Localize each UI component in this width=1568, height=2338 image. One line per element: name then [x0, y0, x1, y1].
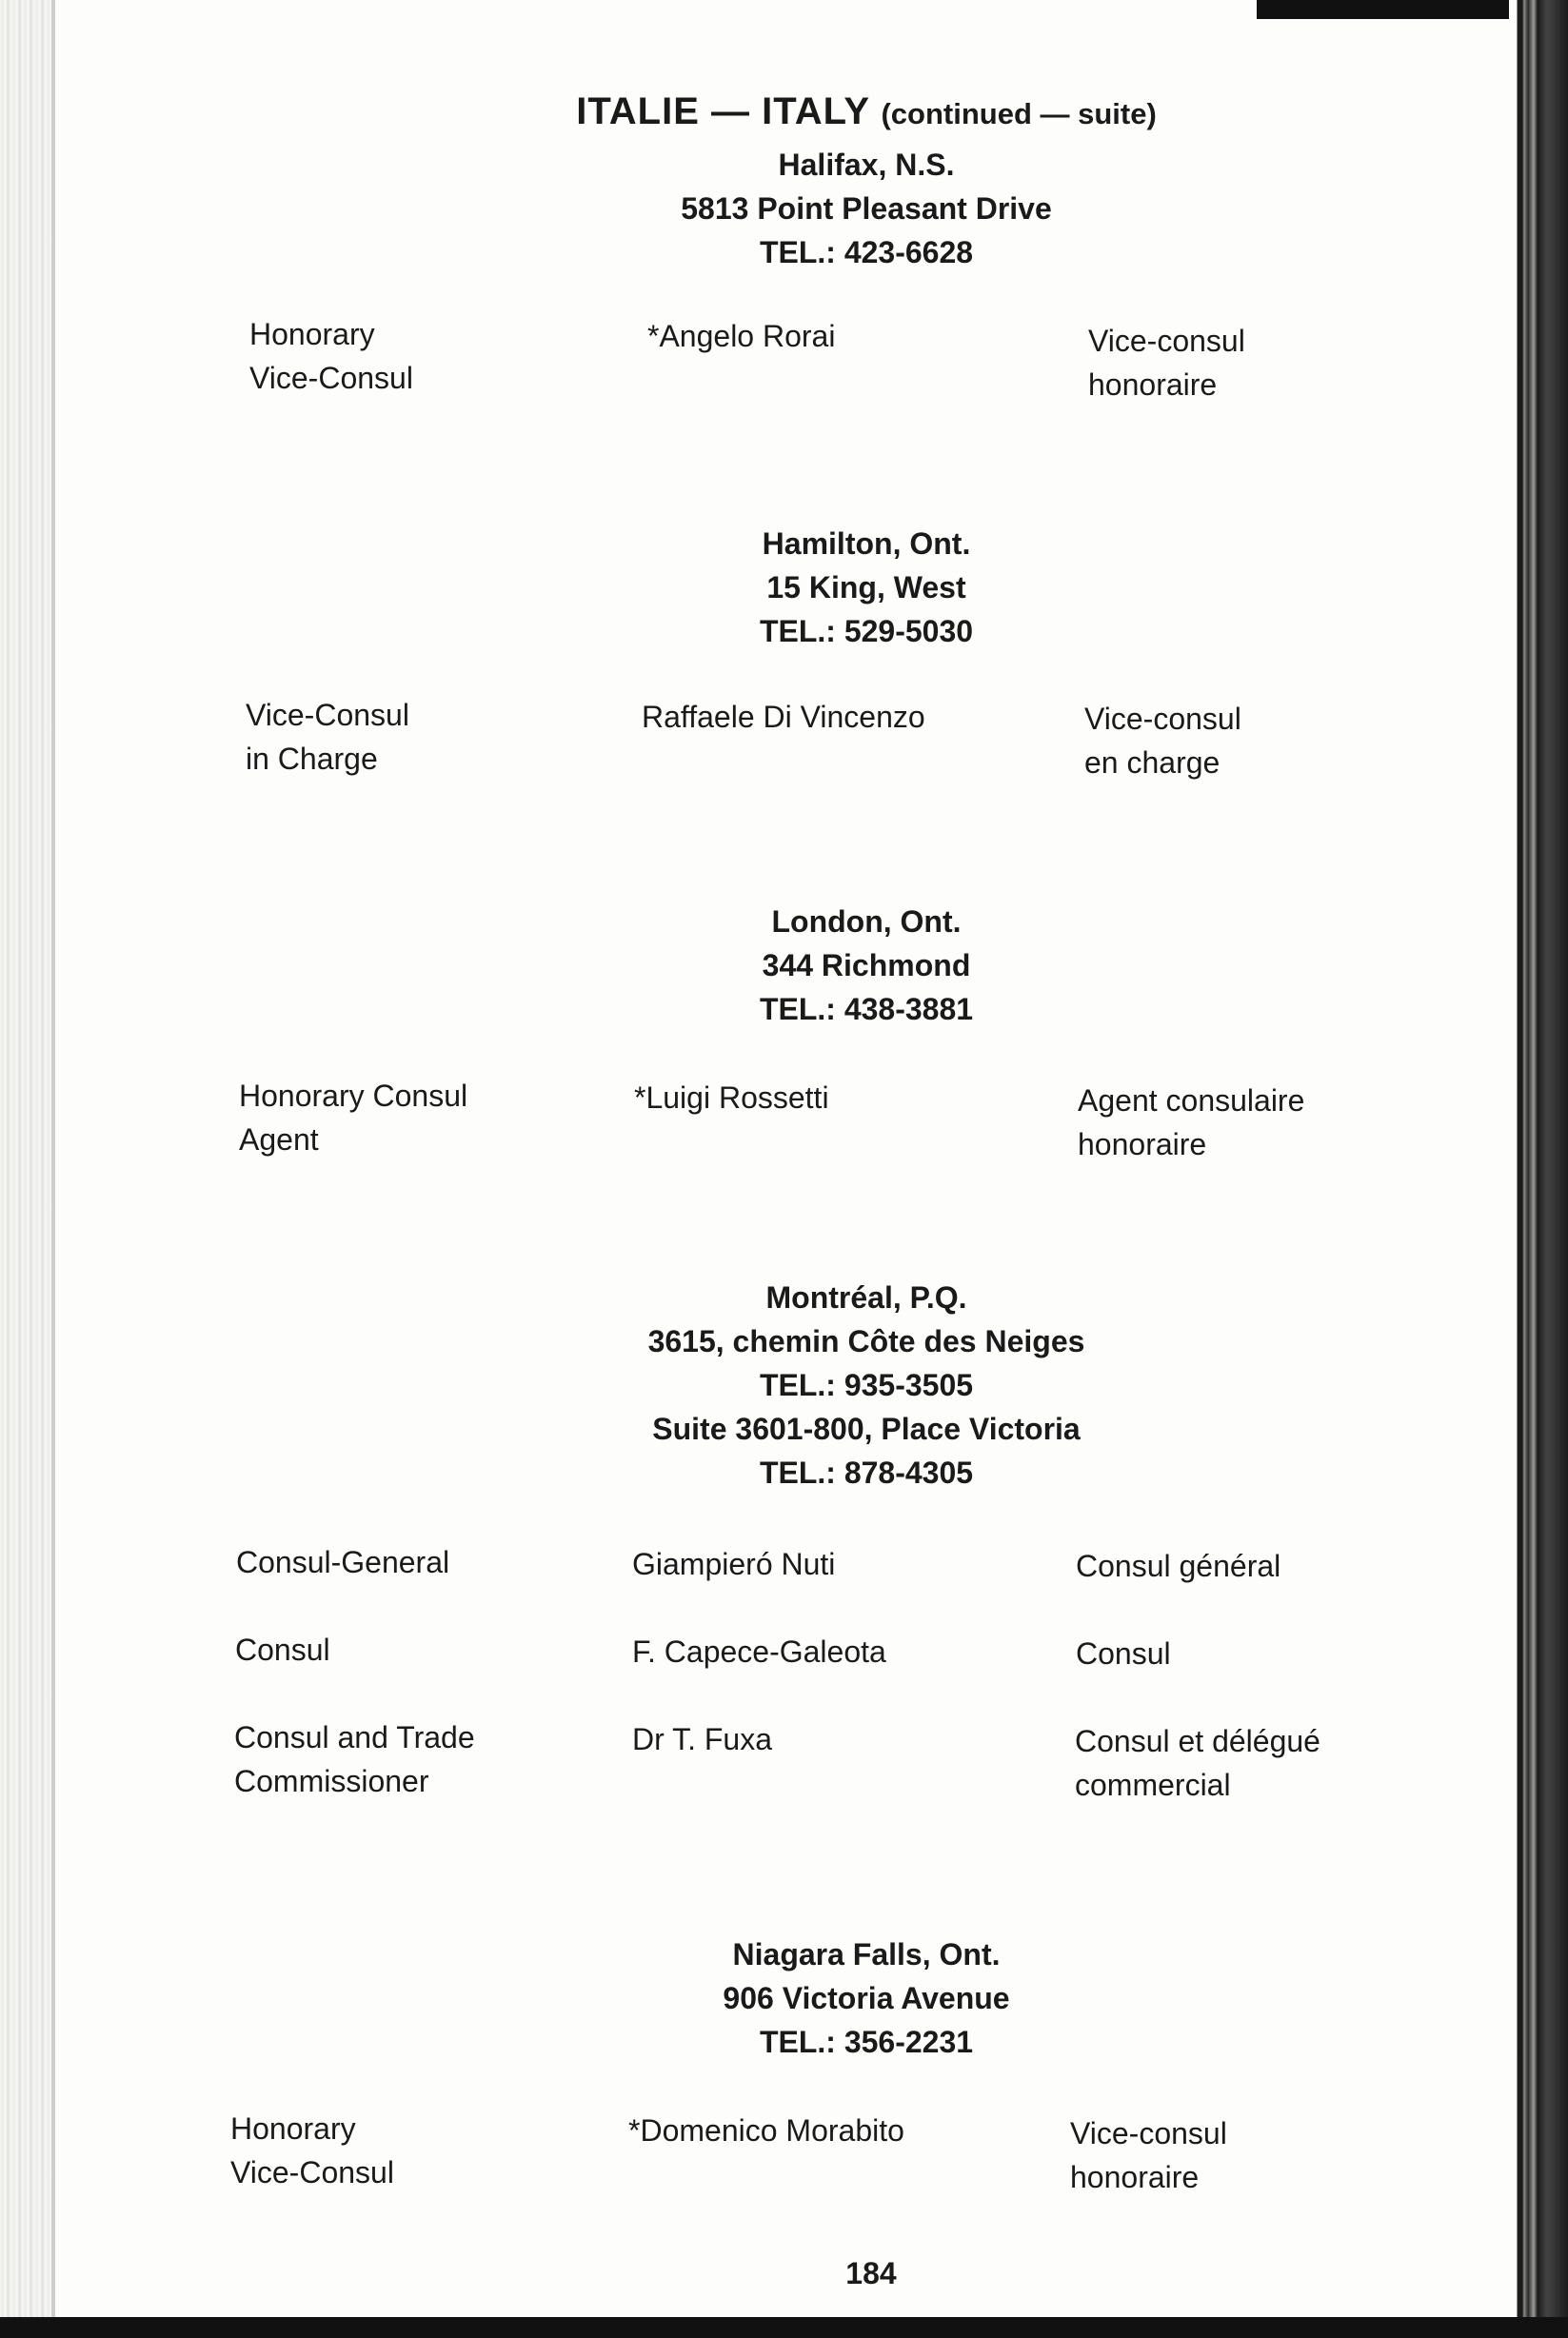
address-line: TEL.: 529-5030: [759, 614, 974, 648]
title-fr-line: en charge: [1084, 745, 1221, 780]
title-fr-line: honoraire: [1078, 1127, 1207, 1161]
staff-title-en: [239, 1074, 467, 1161]
address-line: Suite 3601-800, Place Victoria: [652, 1412, 1081, 1446]
title-fr-line: Agent consulaire: [1078, 1083, 1305, 1118]
title-fr-line: Vice-consul: [1084, 702, 1241, 736]
title-fr-line: Consul général: [1076, 1549, 1281, 1583]
staff-name: Raffaele Di Vincenzo: [642, 700, 925, 734]
office-address-london: [0, 900, 1568, 1031]
title-fr-line: Consul: [1076, 1636, 1171, 1671]
address-line: Montréal, P.Q.: [765, 1280, 967, 1315]
staff-title-fr: [1076, 1544, 1280, 1588]
address-line: TEL.: 935-3505: [759, 1368, 974, 1402]
staff-title-fr: [1084, 697, 1241, 784]
staff-name: Giampieró Nuti: [632, 1547, 836, 1581]
staff-name: Dr T. Fuxa: [632, 1722, 772, 1756]
title-en-line: Agent: [239, 1122, 319, 1157]
title-suite: (continued — suite): [881, 97, 1157, 130]
office-address-halifax: [0, 143, 1568, 274]
title-en-line: Commissioner: [234, 1764, 429, 1798]
page-heading: [0, 89, 1568, 136]
staff-title-en: [230, 2107, 394, 2194]
title-fr-line: honoraire: [1088, 367, 1218, 402]
address-line: London, Ont.: [771, 904, 962, 939]
staff-name: F. Capece-Galeota: [632, 1635, 886, 1669]
page-number: 184: [845, 2256, 897, 2290]
title-en-line: Consul: [235, 1633, 330, 1667]
address-line: 5813 Point Pleasant Drive: [681, 191, 1052, 226]
staff-title-fr: [1075, 1719, 1320, 1807]
staff-name: *Angelo Rorai: [647, 319, 836, 353]
title-en-line: Honorary: [230, 2111, 356, 2146]
address-line: TEL.: 878-4305: [759, 1456, 974, 1490]
title-fr-line: Consul et délégué: [1075, 1724, 1320, 1758]
address-line: Hamilton, Ont.: [762, 526, 971, 561]
title-main: ITALIE — ITALY: [576, 90, 870, 132]
title-en-line: Vice-Consul: [230, 2155, 394, 2189]
staff-title-fr: [1070, 2111, 1227, 2199]
title-fr-line: Vice-consul: [1070, 2116, 1227, 2150]
staff-title-fr: [1076, 1632, 1171, 1675]
staff-title-fr: [1078, 1079, 1304, 1166]
title-en-line: Consul and Trade: [234, 1720, 475, 1754]
address-line: TEL.: 356-2231: [759, 2025, 974, 2059]
title-en-line: Vice-Consul: [246, 698, 409, 732]
address-line: 906 Victoria Avenue: [723, 1981, 1010, 2015]
address-line: 3615, chemin Côte des Neiges: [647, 1324, 1085, 1358]
staff-title-en: [246, 693, 409, 781]
office-address-montreal: [0, 1276, 1568, 1495]
title-fr-line: honoraire: [1070, 2160, 1200, 2194]
staff-title-en: [236, 1540, 449, 1584]
staff-title-fr: [1088, 319, 1245, 406]
staff-name: *Luigi Rossetti: [634, 1080, 829, 1115]
staff-title-en: [235, 1628, 330, 1672]
title-fr-line: commercial: [1075, 1768, 1231, 1802]
address-line: 15 King, West: [766, 570, 966, 604]
page-title: [0, 89, 1568, 136]
office-address-niagara-falls: [0, 1932, 1568, 2064]
title-en-line: in Charge: [246, 742, 378, 776]
address-line: Niagara Falls, Ont.: [732, 1937, 1001, 1971]
staff-name: *Domenico Morabito: [628, 2113, 904, 2148]
staff-title-en: [249, 312, 413, 400]
address-line: TEL.: 423-6628: [759, 235, 974, 269]
address-line: Halifax, N.S.: [778, 148, 955, 182]
office-address-hamilton: [0, 522, 1568, 653]
title-en-line: Vice-Consul: [249, 361, 413, 395]
title-en-line: Honorary Consul: [239, 1079, 468, 1113]
title-fr-line: Vice-consul: [1088, 324, 1245, 358]
address-line: 344 Richmond: [762, 948, 971, 982]
title-en-line: Honorary: [249, 317, 375, 351]
address-line: TEL.: 438-3881: [759, 992, 974, 1026]
staff-title-en: [234, 1715, 475, 1803]
title-en-line: Consul-General: [236, 1545, 450, 1579]
